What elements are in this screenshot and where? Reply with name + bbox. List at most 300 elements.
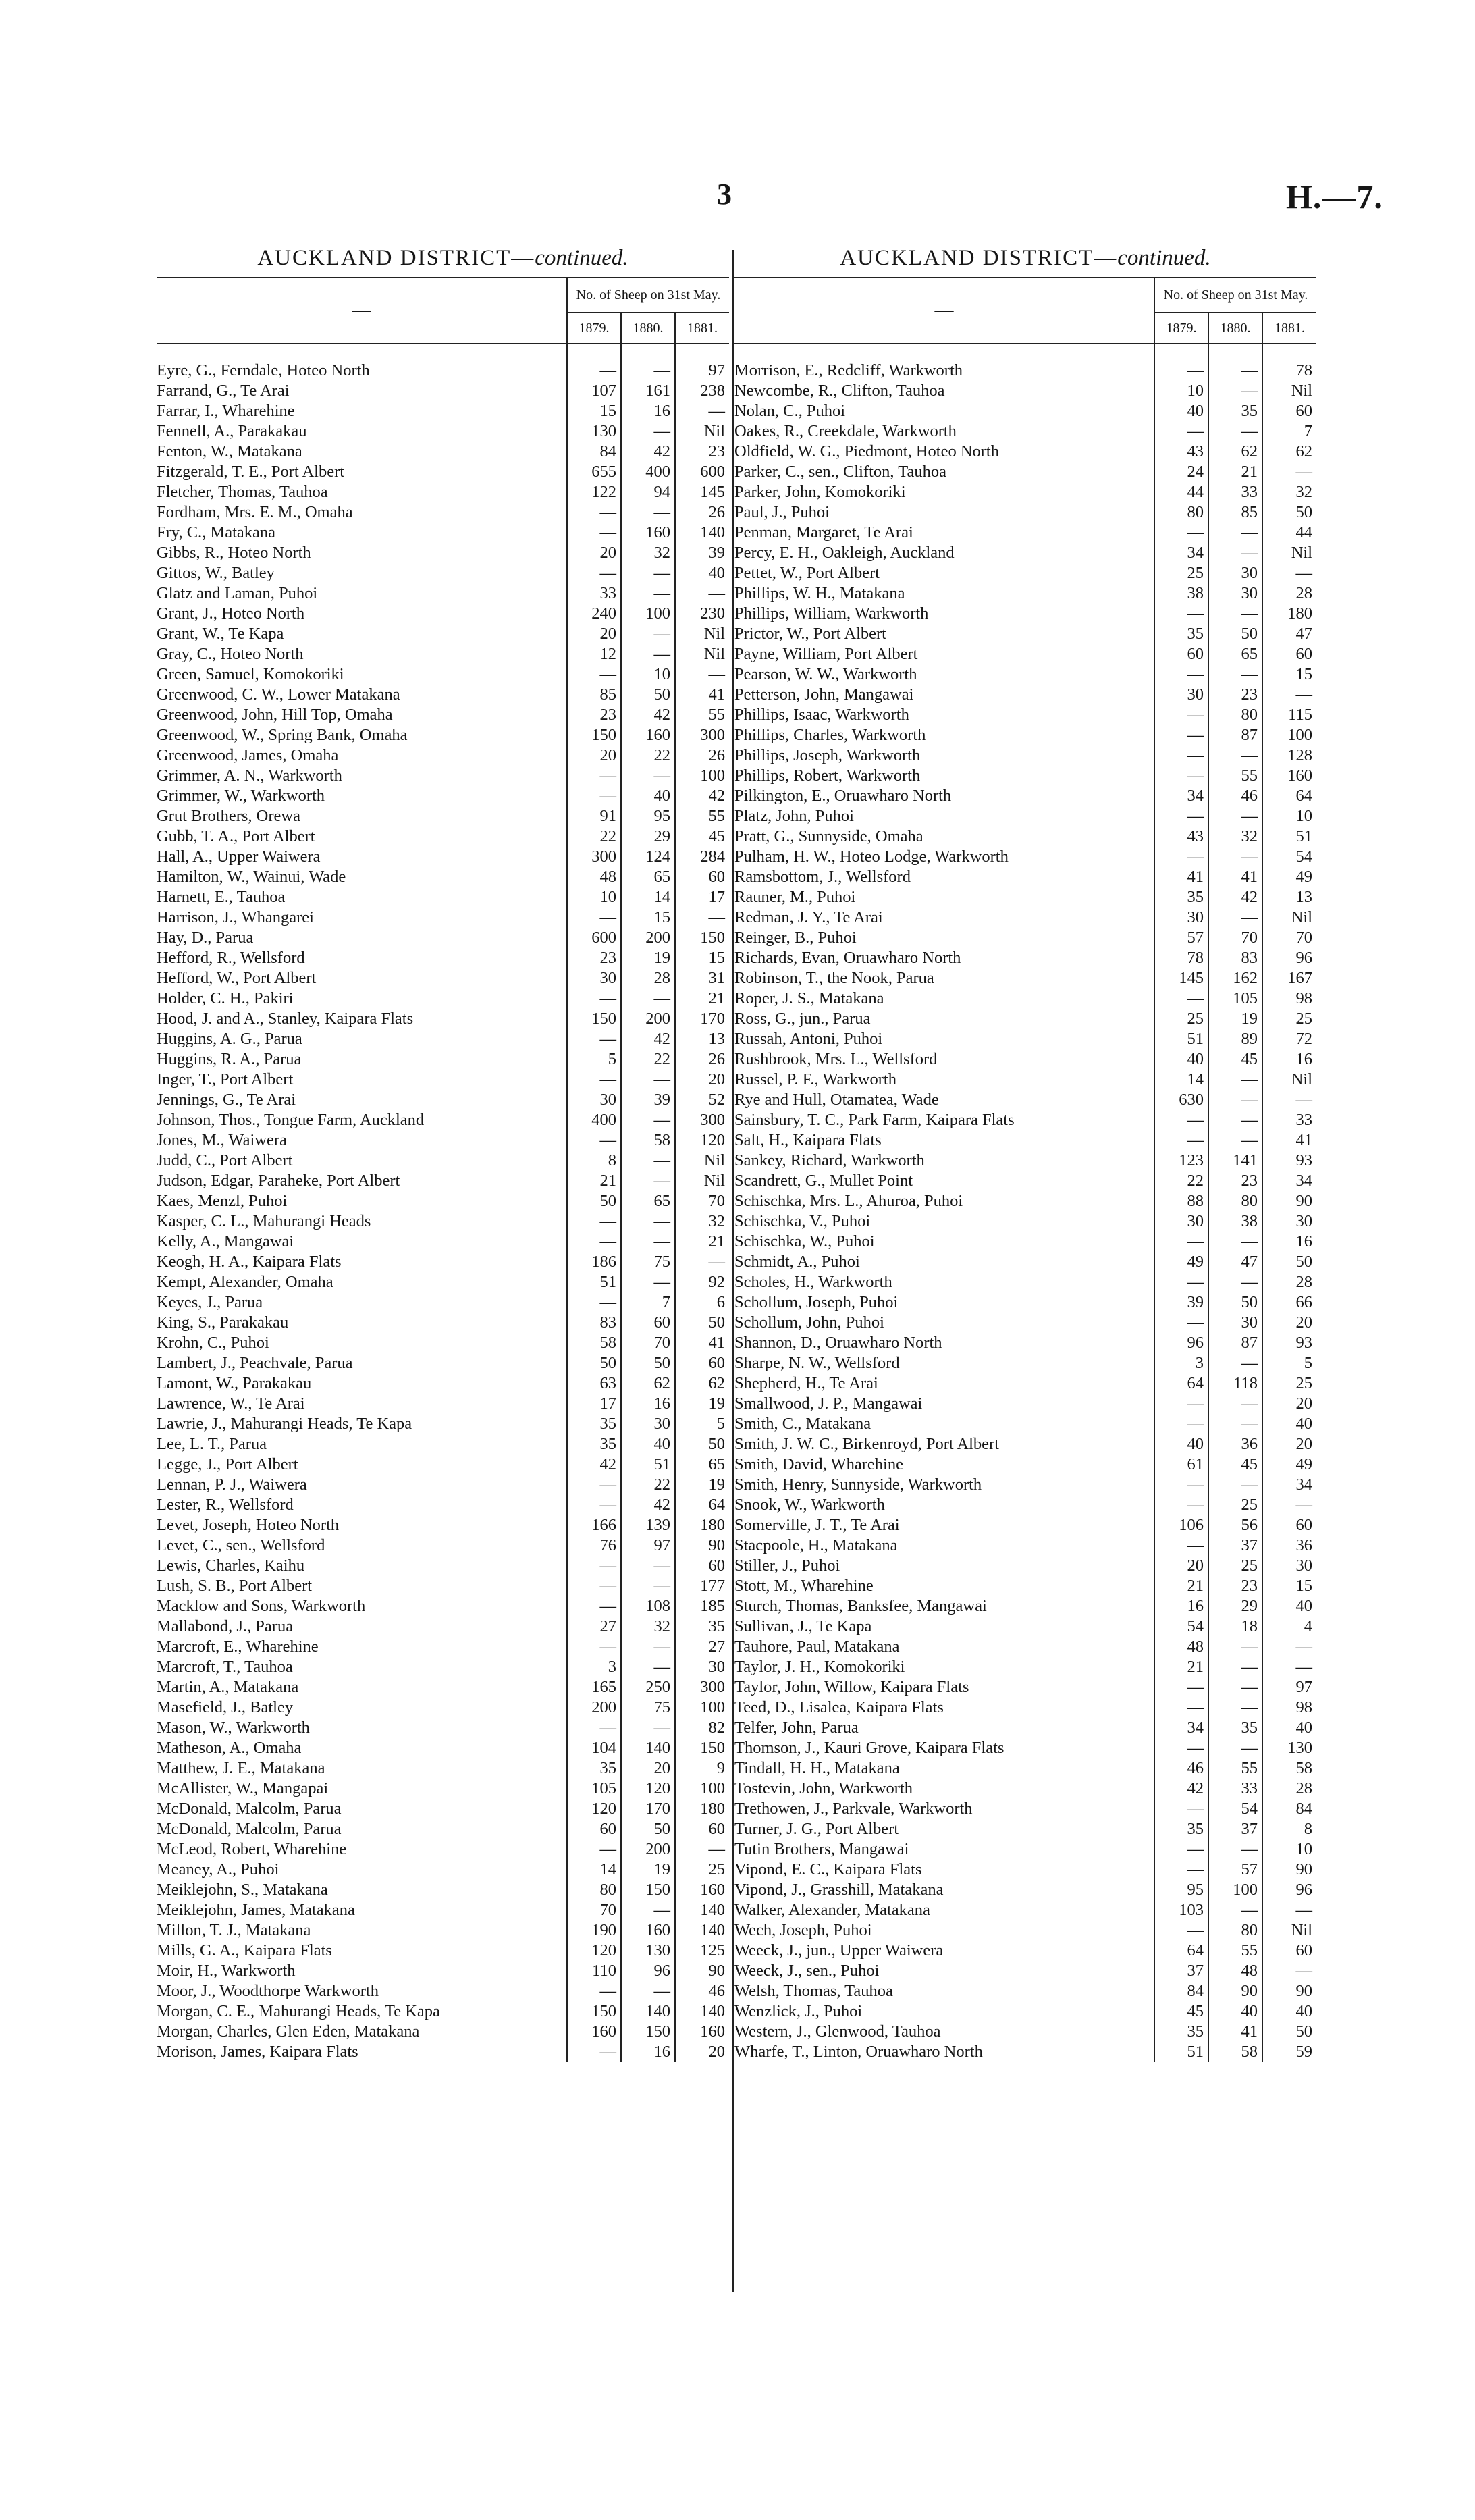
sheep-1879: 63	[567, 1373, 621, 1394]
sheep-1879: —	[1154, 1738, 1208, 1758]
owner-name: Hefford, R., Wellsford	[157, 949, 305, 967]
sheep-1881: 180	[1262, 604, 1316, 624]
sheep-1879: 43	[1154, 442, 1208, 462]
owner-name: Morison, James, Kaipara Flats	[157, 2043, 358, 2061]
sheep-1880: —	[1208, 1475, 1262, 1495]
owner-name: Sturch, Thomas, Banksfee, Mangawai	[734, 1597, 987, 1615]
sheep-1880: 22	[621, 745, 675, 766]
sheep-1880: 25	[1208, 1495, 1262, 1515]
owner-name: Wech, Joseph, Puhoi	[734, 1921, 872, 1939]
table-row	[157, 442, 729, 462]
sheep-1880: 89	[1208, 1029, 1262, 1049]
table-row	[734, 1758, 1316, 1779]
owner-name: Eyre, G., Ferndale, Hoteo North	[157, 361, 370, 379]
owner-name: Rushbrook, Mrs. L., Wellsford	[734, 1050, 938, 1068]
sheep-1881: 60	[675, 1819, 729, 1839]
sheep-1879: 60	[567, 1819, 621, 1839]
table-row	[734, 1434, 1316, 1454]
owner-name: Johnson, Thos., Tongue Farm, Auckland	[157, 1111, 425, 1129]
sheep-1880: 140	[621, 2001, 675, 2022]
owner-name: Gibbs, R., Hoteo North	[157, 544, 311, 562]
sheep-1879: 10	[567, 887, 621, 908]
sheep-1879: 120	[567, 1941, 621, 1961]
table-row	[157, 725, 729, 745]
owner-name: Tindall, H. H., Matakana	[734, 1759, 900, 1777]
sheep-1881: 238	[675, 381, 729, 401]
owner-name: Fordham, Mrs. E. M., Omaha	[157, 503, 353, 521]
owner-name: Percy, E. H., Oakleigh, Auckland	[734, 544, 955, 562]
sheep-1881: 36	[1262, 1535, 1316, 1556]
sheep-1881: 98	[1262, 1698, 1316, 1718]
sheep-1879: —	[1154, 1110, 1208, 1130]
owner-name: Western, J., Glenwood, Tauhoa	[734, 2022, 941, 2041]
table-row	[157, 705, 729, 725]
sheep-1879: 107	[567, 381, 621, 401]
owner-name: Kasper, C. L., Mahurangi Heads	[157, 1212, 371, 1230]
table-row	[157, 523, 729, 543]
sheep-1880: 200	[621, 1839, 675, 1860]
sheep-1881: 10	[1262, 1839, 1316, 1860]
table-row	[157, 1252, 729, 1272]
document-reference: H.—7.	[1286, 178, 1383, 215]
sheep-1880: —	[621, 1981, 675, 2001]
sheep-1879: 150	[567, 1009, 621, 1029]
sheep-1881: 100	[675, 766, 729, 786]
sheep-1881: 9	[675, 1758, 729, 1779]
sheep-count-header: No. of Sheep on 31st May.	[567, 278, 729, 313]
owner-name: McAllister, W., Mangapai	[157, 1779, 329, 1797]
sheep-1880: 87	[1208, 725, 1262, 745]
sheep-1880: —	[1208, 806, 1262, 826]
owner-name: Greenwood, James, Omaha	[157, 746, 339, 764]
sheep-1879: —	[1154, 1920, 1208, 1941]
sheep-1880: 19	[621, 1860, 675, 1880]
sheep-1881: 145	[675, 482, 729, 502]
sheep-1879: 21	[1154, 1576, 1208, 1596]
owner-name: Rauner, M., Puhoi	[734, 888, 856, 906]
sheep-1880: 54	[1208, 1799, 1262, 1819]
owner-name: Schmidt, A., Puhoi	[734, 1253, 860, 1271]
sheep-1880: 41	[1208, 867, 1262, 887]
sheep-1879: 300	[567, 847, 621, 867]
table-row	[734, 725, 1316, 745]
sheep-1879: 43	[1154, 826, 1208, 847]
sheep-1880: —	[621, 1900, 675, 1920]
sheep-1881: —	[675, 1839, 729, 1860]
table-row	[157, 381, 729, 401]
sheep-1880: —	[621, 766, 675, 786]
owner-name: Marcroft, T., Tauhoa	[157, 1658, 293, 1676]
owner-name: Hefford, W., Port Albert	[157, 969, 317, 987]
sheep-1881: —	[1262, 1961, 1316, 1981]
sheep-1881: 100	[675, 1698, 729, 1718]
sheep-1880: 19	[1208, 1009, 1262, 1029]
owner-name: Lambert, J., Peachvale, Parua	[157, 1354, 353, 1372]
sheep-1880: 83	[1208, 948, 1262, 968]
sheep-1881: 30	[1262, 1556, 1316, 1576]
owner-name: Roper, J. S., Matakana	[734, 989, 884, 1007]
table-row	[734, 1515, 1316, 1535]
sheep-1881: 78	[1262, 361, 1316, 381]
sheep-1881: 28	[1262, 1272, 1316, 1292]
sheep-1879: 200	[567, 1698, 621, 1718]
sheep-1879: 34	[1154, 543, 1208, 563]
owner-name: Holder, C. H., Pakiri	[157, 989, 294, 1007]
table-row	[157, 1373, 729, 1394]
table-row	[734, 543, 1316, 563]
sheep-1880: —	[621, 1171, 675, 1191]
sheep-1879: —	[1154, 725, 1208, 745]
owner-name: Lawrie, J., Mahurangi Heads, Te Kapa	[157, 1415, 412, 1433]
sheep-1880: 100	[621, 604, 675, 624]
sheep-1879: —	[567, 1130, 621, 1151]
owner-name: Schischka, V., Puhoi	[734, 1212, 871, 1230]
sheep-1879: —	[1154, 806, 1208, 826]
sheep-1879: —	[567, 908, 621, 928]
sheep-1879: 51	[567, 1272, 621, 1292]
owner-name: Robinson, T., the Nook, Parua	[734, 969, 934, 987]
sheep-1879: 110	[567, 1961, 621, 1981]
sheep-1879: 186	[567, 1252, 621, 1272]
table-row	[157, 887, 729, 908]
owner-name: Payne, William, Port Albert	[734, 645, 918, 663]
sheep-1881: 4	[1262, 1617, 1316, 1637]
sheep-1881: 5	[1262, 1353, 1316, 1373]
sheep-1880: 30	[1208, 1313, 1262, 1333]
owner-name: Huggins, A. G., Parua	[157, 1030, 302, 1048]
sheep-1881: 30	[1262, 1211, 1316, 1232]
owner-name: Grimmer, A. N., Warkworth	[157, 766, 342, 785]
sheep-1881: 90	[1262, 1860, 1316, 1880]
table-row	[157, 543, 729, 563]
table-row	[734, 1657, 1316, 1677]
sheep-1880: 16	[621, 1394, 675, 1414]
sheep-1881: Nil	[675, 624, 729, 644]
table-row	[734, 1920, 1316, 1941]
table-row	[734, 482, 1316, 502]
sheep-1880: 30	[621, 1414, 675, 1434]
table-row	[157, 2022, 729, 2042]
sheep-1881: 170	[675, 1009, 729, 1029]
sheep-1881: 19	[675, 1394, 729, 1414]
table-row	[734, 1454, 1316, 1475]
sheep-count-header: No. of Sheep on 31st May.	[1154, 278, 1316, 313]
sheep-1881: 180	[675, 1515, 729, 1535]
sheep-1879: 60	[1154, 644, 1208, 664]
sheep-1881: 49	[1262, 867, 1316, 887]
table-row	[734, 401, 1316, 421]
sheep-1881: 160	[675, 2022, 729, 2042]
sheep-1879: 130	[567, 421, 621, 442]
sheep-1881: 34	[1262, 1171, 1316, 1191]
year-1881-header: 1881.	[675, 313, 729, 344]
table-row	[157, 1495, 729, 1515]
sheep-1879: 3	[567, 1657, 621, 1677]
owner-name: Judd, C., Port Albert	[157, 1151, 293, 1170]
sheep-1880: 16	[621, 2042, 675, 2062]
sheep-1880: —	[1208, 1070, 1262, 1090]
sheep-1879: 400	[567, 1110, 621, 1130]
owner-name: Morgan, Charles, Glen Eden, Matakana	[157, 2022, 420, 2041]
table-row	[734, 1677, 1316, 1698]
sheep-1880: —	[621, 1110, 675, 1130]
owner-name: Gray, C., Hoteo North	[157, 645, 304, 663]
sheep-1880: 65	[1208, 644, 1262, 664]
sheep-1881: 140	[675, 1900, 729, 1920]
sheep-1879: —	[1154, 745, 1208, 766]
sheep-1881: 25	[1262, 1009, 1316, 1029]
table-row	[734, 786, 1316, 806]
owner-name: Lewis, Charles, Kaihu	[157, 1556, 305, 1575]
table-row	[157, 1191, 729, 1211]
sheep-1879: 20	[1154, 1556, 1208, 1576]
table-row	[734, 1049, 1316, 1070]
sheep-1879: 17	[567, 1394, 621, 1414]
sheep-1879: 105	[567, 1779, 621, 1799]
table-row	[734, 361, 1316, 381]
sheep-1880: 45	[1208, 1049, 1262, 1070]
sheep-1879: 166	[567, 1515, 621, 1535]
sheep-1881: Nil	[1262, 908, 1316, 928]
sheep-1880: 50	[621, 1819, 675, 1839]
sheep-1880: 39	[621, 1090, 675, 1110]
table-row	[157, 1799, 729, 1819]
sheep-1881: 26	[675, 745, 729, 766]
sheep-1879: 8	[567, 1151, 621, 1171]
sheep-1879: 85	[567, 685, 621, 705]
sheep-1879: —	[567, 786, 621, 806]
sheep-1879: —	[1154, 1799, 1208, 1819]
table-row	[734, 583, 1316, 604]
table-row	[157, 867, 729, 887]
sheep-1881: 60	[675, 1556, 729, 1576]
owner-name: Tauhore, Paul, Matakana	[734, 1637, 900, 1656]
table-row	[157, 968, 729, 989]
sheep-1880: 41	[1208, 2022, 1262, 2042]
sheep-1881: 20	[675, 2042, 729, 2062]
sheep-1881: —	[1262, 1495, 1316, 1515]
sheep-1880: 28	[621, 968, 675, 989]
owner-name: Matheson, A., Omaha	[157, 1739, 302, 1757]
sheep-1880: —	[1208, 1232, 1262, 1252]
sheep-1879: 30	[567, 1090, 621, 1110]
sheep-1880: 140	[621, 1738, 675, 1758]
sheep-1881: 20	[1262, 1313, 1316, 1333]
sheep-1881: 90	[675, 1535, 729, 1556]
right-column	[734, 240, 1316, 2062]
sheep-1881: 28	[1262, 1779, 1316, 1799]
sheep-1881: 35	[675, 1617, 729, 1637]
sheep-1881: 65	[675, 1454, 729, 1475]
table-row	[734, 1880, 1316, 1900]
owner-name: Smith, C., Matakana	[734, 1415, 871, 1433]
table-row	[734, 1394, 1316, 1414]
sheep-1879: —	[567, 766, 621, 786]
sheep-1880: 38	[1208, 1211, 1262, 1232]
sheep-1880: 65	[621, 867, 675, 887]
sheep-1879: 15	[567, 401, 621, 421]
table-row	[157, 1880, 729, 1900]
table-row	[734, 1373, 1316, 1394]
sheep-1879: 150	[567, 725, 621, 745]
sheep-1881: 31	[675, 968, 729, 989]
sheep-1881: —	[1262, 685, 1316, 705]
sheep-1881: 45	[675, 826, 729, 847]
owner-name: Phillips, W. H., Matakana	[734, 584, 905, 602]
sheep-1881: 97	[1262, 1677, 1316, 1698]
sheep-1879: —	[1154, 1394, 1208, 1414]
table-row	[734, 502, 1316, 523]
sheep-1881: 128	[1262, 745, 1316, 766]
owner-name: Sankey, Richard, Warkworth	[734, 1151, 925, 1170]
table-row	[157, 1941, 729, 1961]
table-row	[157, 664, 729, 685]
sheep-1880: 14	[621, 887, 675, 908]
sheep-1881: 70	[1262, 928, 1316, 948]
table-row	[734, 1070, 1316, 1090]
sheep-1881: Nil	[675, 1151, 729, 1171]
sheep-1881: 160	[1262, 766, 1316, 786]
owner-name: Schollum, John, Puhoi	[734, 1313, 884, 1332]
owner-name: Hay, D., Parua	[157, 928, 254, 947]
sheep-1879: —	[567, 1556, 621, 1576]
sheep-1880: —	[621, 361, 675, 381]
sheep-1879: 64	[1154, 1941, 1208, 1961]
sheep-1879: —	[567, 1718, 621, 1738]
table-row	[157, 1637, 729, 1657]
sheep-1880: 30	[1208, 583, 1262, 604]
sheep-1879: 57	[1154, 928, 1208, 948]
sheep-1879: 122	[567, 482, 621, 502]
sheep-1880: 80	[1208, 1920, 1262, 1941]
owner-name: Ross, G., jun., Parua	[734, 1009, 871, 1028]
sheep-1881: 93	[1262, 1151, 1316, 1171]
sheep-1879: —	[1154, 1232, 1208, 1252]
sheep-1880: 32	[621, 1617, 675, 1637]
sheep-1880: —	[1208, 1677, 1262, 1698]
table-row	[157, 1394, 729, 1414]
sheep-1881: 25	[675, 1860, 729, 1880]
sheep-1880: 40	[621, 786, 675, 806]
owner-name: Morrison, E., Redcliff, Warkworth	[734, 361, 963, 379]
owner-name: Levet, Joseph, Hoteo North	[157, 1516, 340, 1534]
sheep-1879: 33	[567, 583, 621, 604]
sheep-1879: —	[567, 1475, 621, 1495]
sheep-1879: —	[1154, 1535, 1208, 1556]
sheep-1880: —	[621, 1232, 675, 1252]
sheep-1881: 21	[675, 989, 729, 1009]
sheep-1881: 600	[675, 462, 729, 482]
owner-name: Hamilton, W., Wainui, Wade	[157, 868, 346, 886]
sheep-1881: 32	[675, 1211, 729, 1232]
sheep-1879: —	[1154, 421, 1208, 442]
sheep-1880: —	[1208, 1130, 1262, 1151]
left-column	[157, 240, 729, 2062]
sheep-1879: —	[1154, 361, 1208, 381]
sheep-1880: —	[1208, 543, 1262, 563]
table-row	[157, 482, 729, 502]
owner-name: Krohn, C., Puhoi	[157, 1334, 269, 1352]
sheep-1880: 10	[621, 664, 675, 685]
owner-name: Levet, C., sen., Wellsford	[157, 1536, 325, 1554]
sheep-1879: 21	[1154, 1657, 1208, 1677]
owner-name: Inger, T., Port Albert	[157, 1070, 294, 1088]
sheep-1881: 50	[675, 1434, 729, 1454]
owner-name: Grimmer, W., Warkworth	[157, 787, 325, 805]
sheep-1879: 38	[1154, 583, 1208, 604]
sheep-1880: 37	[1208, 1819, 1262, 1839]
sheep-1881: 150	[675, 1738, 729, 1758]
sheep-1880: 130	[621, 1941, 675, 1961]
sheep-1881: 26	[675, 1049, 729, 1070]
sheep-1880: 7	[621, 1292, 675, 1313]
sheep-1880: 62	[621, 1373, 675, 1394]
sheep-1880: —	[621, 1657, 675, 1677]
owner-name: Harnett, E., Tauhoa	[157, 888, 286, 906]
sheep-1879: 61	[1154, 1454, 1208, 1475]
sheep-1881: 130	[1262, 1738, 1316, 1758]
table-row	[734, 1151, 1316, 1171]
sheep-1880: 20	[621, 1758, 675, 1779]
table-row	[157, 685, 729, 705]
owner-name: Fitzgerald, T. E., Port Albert	[157, 463, 345, 481]
owner-name: Wharfe, T., Linton, Oruawharo North	[734, 2043, 983, 2061]
sheep-1880: 23	[1208, 1576, 1262, 1596]
sheep-1881: 16	[1262, 1049, 1316, 1070]
sheep-1880: 33	[1208, 1779, 1262, 1799]
sheep-1879: 40	[1154, 1049, 1208, 1070]
owner-name: Keogh, H. A., Kaipara Flats	[157, 1253, 342, 1271]
sheep-1881: —	[1262, 1090, 1316, 1110]
sheep-1881: 13	[1262, 887, 1316, 908]
right-table-body	[734, 361, 1316, 2062]
sheep-1881: 49	[1262, 1454, 1316, 1475]
sheep-1879: —	[1154, 1495, 1208, 1515]
column-divider	[732, 250, 734, 2292]
table-row	[157, 826, 729, 847]
table-row	[734, 1556, 1316, 1576]
table-row	[734, 1779, 1316, 1799]
owner-name: Jennings, G., Te Arai	[157, 1091, 296, 1109]
sheep-1880: 30	[1208, 563, 1262, 583]
sheep-1881: 300	[675, 1677, 729, 1698]
sheep-1881: 32	[1262, 482, 1316, 502]
left-table-body	[157, 361, 729, 2062]
district-heading-italic: continued.	[535, 246, 628, 270]
owner-column-header: —	[157, 278, 567, 344]
sheep-1879: 30	[567, 968, 621, 989]
sheep-1879: 40	[1154, 1434, 1208, 1454]
sheep-1881: 62	[1262, 442, 1316, 462]
sheep-1881: Nil	[675, 1171, 729, 1191]
sheep-1880: 18	[1208, 1617, 1262, 1637]
sheep-1880: 97	[621, 1535, 675, 1556]
sheep-1880: 42	[621, 1495, 675, 1515]
sheep-1881: 50	[1262, 502, 1316, 523]
owner-name: Hall, A., Upper Waiwera	[157, 847, 321, 866]
owner-name: Macklow and Sons, Warkworth	[157, 1597, 366, 1615]
table-row	[734, 1009, 1316, 1029]
sheep-1881: Nil	[1262, 1920, 1316, 1941]
page-number: 3	[717, 178, 732, 211]
sheep-1880: 29	[621, 826, 675, 847]
owner-name: Phillips, William, Warkworth	[734, 604, 929, 623]
owner-name: Fennell, A., Parakakau	[157, 422, 307, 440]
sheep-1881: 23	[675, 442, 729, 462]
table-row	[157, 806, 729, 826]
table-row	[157, 604, 729, 624]
sheep-1881: —	[1262, 462, 1316, 482]
